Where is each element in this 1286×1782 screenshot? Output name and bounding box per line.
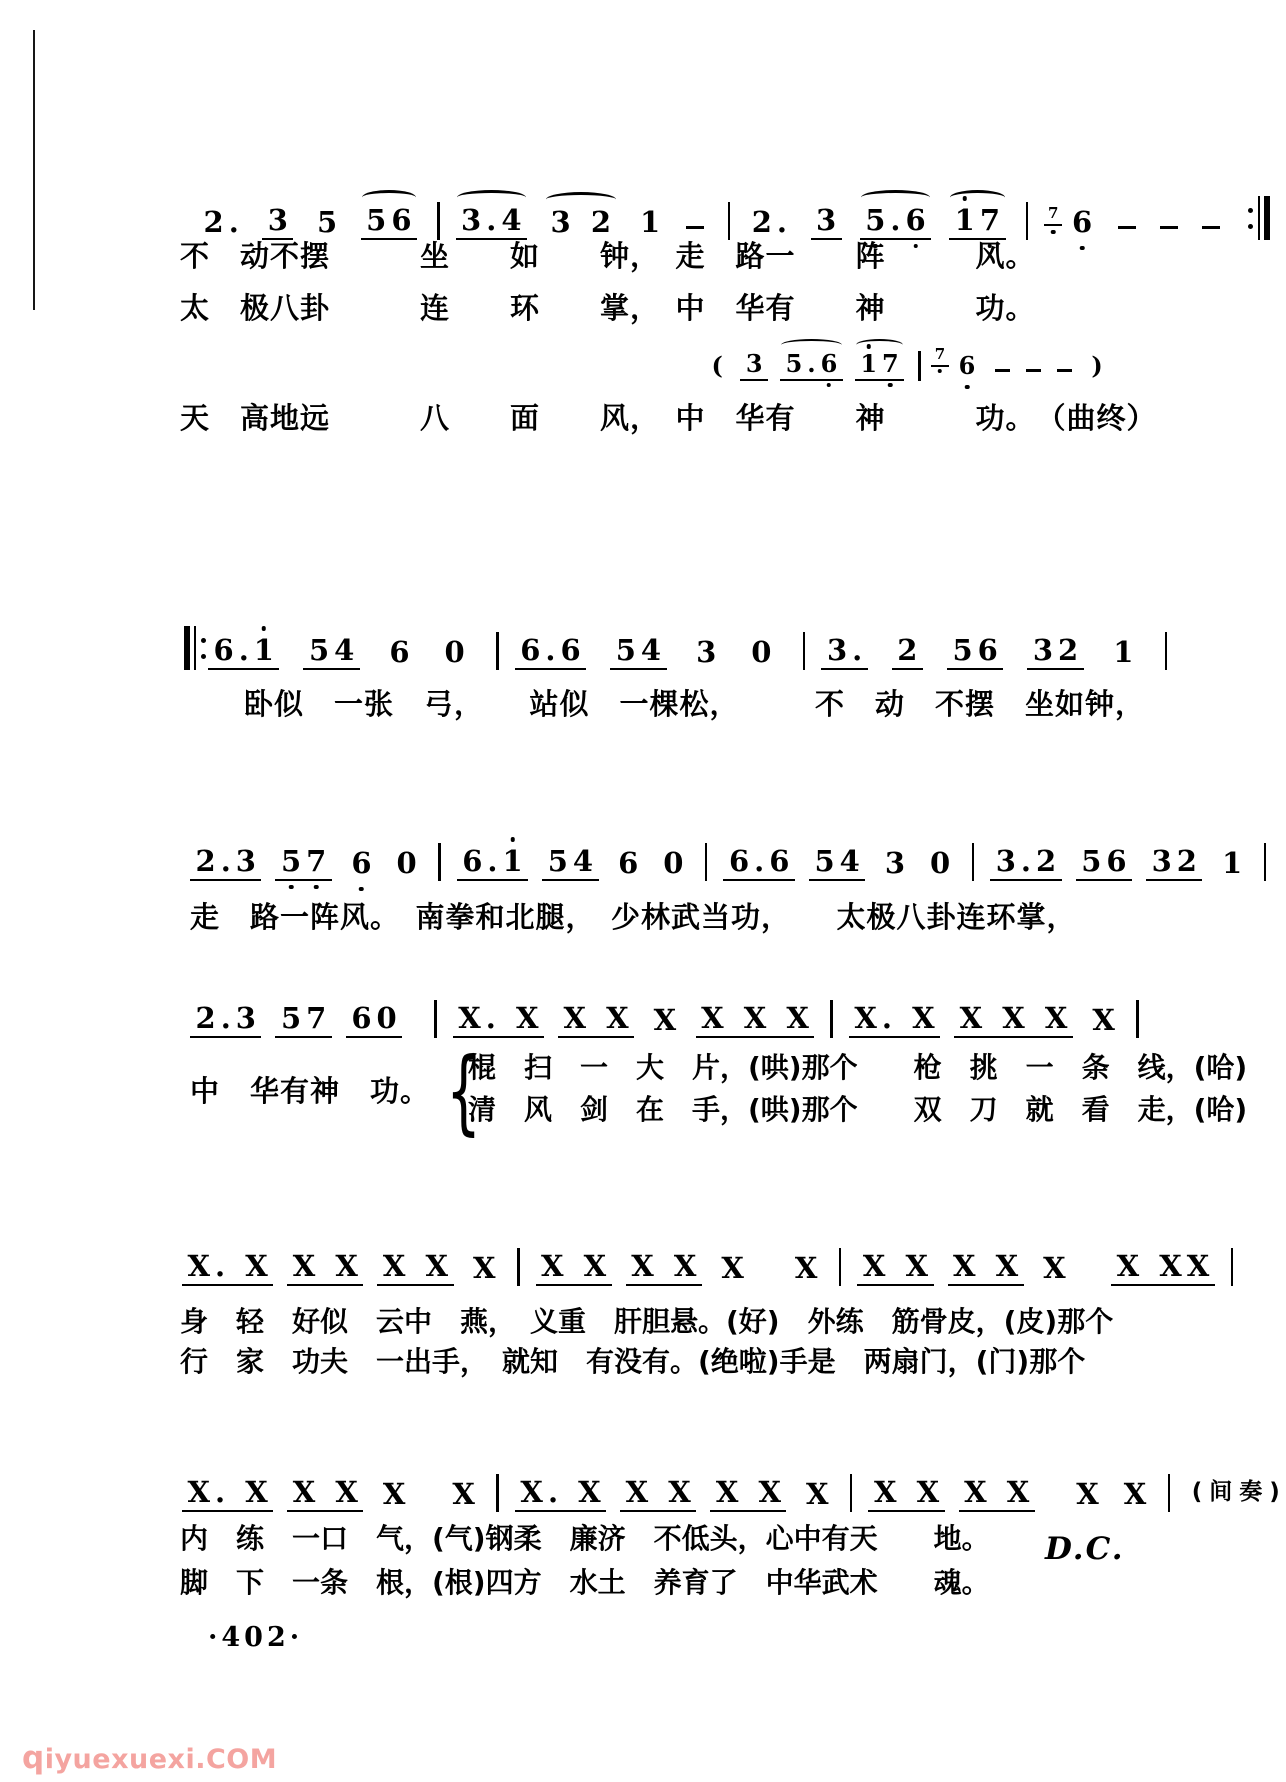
notation-line-2: 6 . 1 5 4 6 0 6 . 6 5 4 3 0 3 . 2 5 6 3 2 1: [180, 626, 1183, 670]
lyric-line-s6-row1: 内 练 一口 气，(气)钢柔 廉济 不低头，心中有天 地。: [180, 1522, 990, 1555]
lyric-line-s5-row1: 身 轻 好似 云中 燕， 义重 肝胆悬。(好) 外练 筋骨皮，(皮)那个: [180, 1305, 1114, 1338]
notation-line-3: 2 . 3 5 7 6 0 6 . 1 5 4 6 0 6 . 6 5 4 3 0 3 . 2 5 6 3 2 1: [190, 843, 1282, 881]
notation-line-5: X . X X X X X X X X X X X X X X X X X X X X: [182, 1248, 1249, 1286]
lyric-line-s1-2: 太 极八卦 连 环 掌， 中 华有 神 功。: [180, 291, 1036, 325]
lyric-line-s5-row2: 行 家 功夫 一出手， 就知 有没有。(绝啦)手是 两扇门，(门)那个: [180, 1345, 1086, 1378]
lyric-line-s4-row1: 棍 扫 一 大 片，(哄)那个 枪 挑 一 条 线，(哈): [468, 1051, 1248, 1084]
lyric-line-s6-row2: 脚 下 一条 根，(根)四方 水土 养育了 中华武术 魂。: [180, 1566, 990, 1599]
lyric-line-s1-3: 天 高地远 八 面 风， 中 华有 神 功。 （曲终）: [180, 401, 1157, 435]
notation-line-1: 2 . 3 5 5 6 3 . 4 3 2 1 2 . 3 5 . 6 1 7 7 6: [198, 196, 1270, 240]
dc-mark: D.C.: [1045, 1531, 1125, 1567]
lyric-line-s4-row2: 清 风 剑 在 手，(哄)那个 双 刀 就 看 走，(哈): [468, 1093, 1248, 1126]
lyric-line-s4-left: 中 华有神 功。: [190, 1074, 431, 1108]
lyric-line-s3: 走 路一阵风。 南拳和北腿， 少林武当功， 太极八卦连环掌，: [190, 900, 1077, 934]
notation-line-coda-paren: ( 3 5 . 6 1 7 7 6 ): [706, 351, 1120, 381]
lyric-line-s1-1: 不 动不摆 坐 如 钟， 走 路一 阵 风。: [180, 239, 1036, 273]
lyric-line-s2: 卧似 一张 弓， 站似 一棵松， 不 动 不摆 坐如钟，: [244, 687, 1146, 721]
scan-artifact-line: [33, 30, 35, 310]
watermark: qiyuexuexi.COM: [22, 1740, 278, 1776]
page-number: ·402·: [208, 1622, 304, 1653]
lyric-brace: {: [446, 1038, 482, 1145]
notation-line-4: 2 . 3 5 7 6 0 X . X X X X X X X X . X X X X X: [190, 1000, 1155, 1038]
notation-line-6: X . X X X X X X . X X X X X X X X X X X X ( 间 奏 ): [182, 1468, 1286, 1512]
